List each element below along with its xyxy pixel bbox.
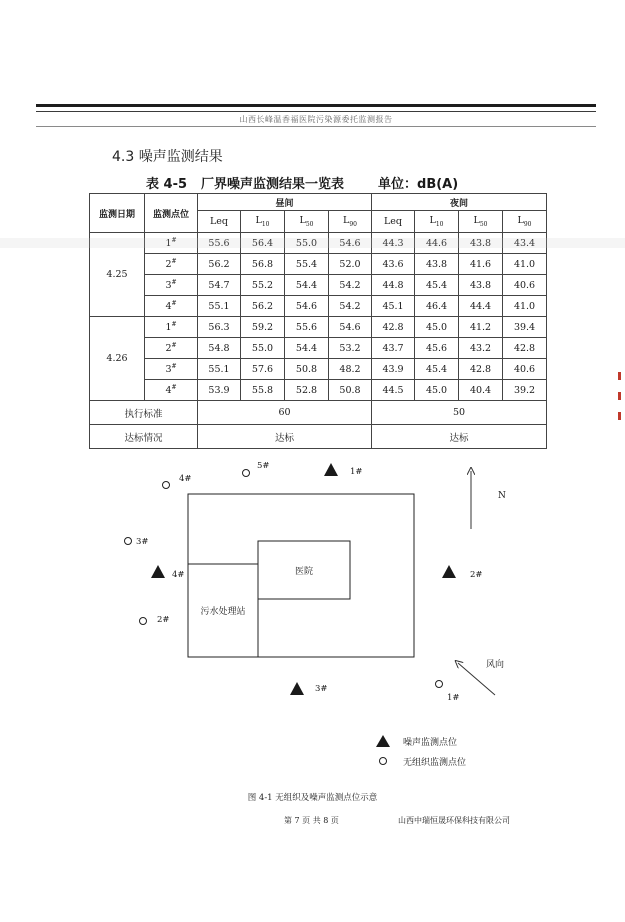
value-cell: 46.4: [415, 296, 459, 317]
noise-results-table: [89, 193, 547, 449]
value-cell: 40.4: [459, 380, 503, 401]
point-cell: 1#: [145, 317, 198, 338]
value-cell: 54.6: [285, 296, 329, 317]
value-cell: 41.2: [459, 317, 503, 338]
date-cell: 4.25: [90, 233, 145, 317]
value-cell: 44.4: [459, 296, 503, 317]
table-caption: [146, 173, 458, 192]
value-cell: 56.4: [241, 233, 285, 254]
svg-text:4#: 4#: [172, 570, 185, 580]
table-row: [90, 296, 547, 317]
legend-noise: [376, 735, 457, 748]
value-cell: 55.2: [241, 275, 285, 296]
page-number: 第 7 页 共 8 页: [284, 816, 339, 825]
value-cell: 50.8: [285, 359, 329, 380]
fugitive-point-3: [125, 537, 149, 547]
header-rule-under: [36, 126, 596, 127]
value-cell: 43.8: [459, 275, 503, 296]
compliance-row: [90, 425, 547, 449]
value-cell: 56.2: [241, 296, 285, 317]
edge-marks: [618, 372, 621, 432]
value-cell: 44.5: [372, 380, 415, 401]
svg-text:3#: 3#: [136, 537, 149, 547]
svg-text:无组织监测点位: 无组织监测点位: [403, 758, 467, 768]
point-cell: 2#: [145, 338, 198, 359]
value-cell: 42.8: [459, 359, 503, 380]
value-cell: 43.2: [459, 338, 503, 359]
noise-point-4: [151, 565, 185, 580]
col-group-day: 昼间: [198, 194, 372, 211]
standard-day: 60: [198, 401, 372, 425]
compliance-night: 达标: [372, 425, 547, 449]
value-cell: 43.6: [372, 254, 415, 275]
value-cell: 54.2: [329, 296, 372, 317]
table-unit: 单位：dB(A): [378, 177, 459, 192]
svg-text:3#: 3#: [315, 684, 328, 694]
value-cell: 54.6: [329, 233, 372, 254]
value-cell: 52.8: [285, 380, 329, 401]
point-cell: 2#: [145, 254, 198, 275]
standard-row: [90, 401, 547, 425]
col-header-point: 监测点位: [145, 194, 198, 233]
table-number: 表 4-5: [146, 177, 188, 192]
value-cell: 55.6: [285, 317, 329, 338]
svg-text:2#: 2#: [470, 570, 483, 580]
value-cell: 54.2: [329, 275, 372, 296]
table-title: 厂界噪声监测结果一览表: [201, 177, 345, 192]
value-cell: 55.8: [241, 380, 285, 401]
value-cell: 41.0: [503, 254, 547, 275]
compliance-day: 达标: [198, 425, 372, 449]
company-name: 山西中瑞恒晟环保科技有限公司: [398, 816, 510, 825]
svg-text:1#: 1#: [447, 693, 460, 703]
section-title: 4.3 噪声监测结果: [112, 149, 223, 165]
table-row: [90, 380, 547, 401]
value-cell: 43.8: [459, 233, 503, 254]
svg-text:噪声监测点位: 噪声监测点位: [403, 738, 458, 748]
value-cell: 39.2: [503, 380, 547, 401]
value-cell: 39.4: [503, 317, 547, 338]
value-cell: 40.6: [503, 359, 547, 380]
value-cell: 56.2: [198, 254, 241, 275]
value-cell: 55.6: [198, 233, 241, 254]
value-cell: 43.4: [503, 233, 547, 254]
value-cell: 54.6: [329, 317, 372, 338]
value-cell: 43.8: [415, 254, 459, 275]
value-cell: 41.6: [459, 254, 503, 275]
monitoring-site-diagram: [100, 455, 520, 775]
value-cell: 59.2: [241, 317, 285, 338]
fugitive-point-5: [243, 461, 270, 477]
value-cell: 55.0: [241, 338, 285, 359]
value-cell: 45.0: [415, 380, 459, 401]
value-cell: 42.8: [372, 317, 415, 338]
value-cell: 55.1: [198, 359, 241, 380]
standard-night: 50: [372, 401, 547, 425]
table-row: [90, 317, 547, 338]
col-night-l10: $L_{10}$: [415, 211, 459, 233]
value-cell: 45.6: [415, 338, 459, 359]
value-cell: 54.8: [198, 338, 241, 359]
svg-text:N: N: [498, 491, 506, 501]
svg-text:风向: 风向: [486, 660, 505, 670]
fugitive-point-2: [140, 615, 170, 625]
noise-point-1: [324, 463, 363, 477]
col-day-leq: Leq: [198, 211, 241, 233]
point-cell: 4#: [145, 380, 198, 401]
value-cell: 43.9: [372, 359, 415, 380]
wastewater-label: 污水处理站: [200, 607, 246, 617]
table-row: [90, 275, 547, 296]
noise-point-2: [442, 565, 483, 580]
value-cell: 56.8: [241, 254, 285, 275]
compliance-label: 达标情况: [90, 425, 198, 449]
svg-text:2#: 2#: [157, 615, 170, 625]
hospital-label: 医院: [294, 567, 314, 577]
fugitive-point-4: [163, 474, 192, 489]
value-cell: 40.6: [503, 275, 547, 296]
value-cell: 45.0: [415, 317, 459, 338]
table-row: [90, 338, 547, 359]
value-cell: 57.6: [241, 359, 285, 380]
svg-text:5#: 5#: [257, 461, 270, 471]
value-cell: 53.2: [329, 338, 372, 359]
point-cell: 1#: [145, 233, 198, 254]
noise-point-3: [290, 682, 328, 695]
report-header: 山西长峰温香福医院污染源委托监测报告: [239, 115, 393, 124]
fugitive-point-1: [436, 681, 460, 704]
figure-caption: 图 4-1 无组织及噪声监测点位示意: [247, 793, 378, 803]
value-cell: 56.3: [198, 317, 241, 338]
col-header-date: 监测日期: [90, 194, 145, 233]
value-cell: 50.8: [329, 380, 372, 401]
legend-fugitive: [380, 756, 467, 768]
col-night-l90: $L_{90}$: [503, 211, 547, 233]
table-row: [90, 359, 547, 380]
value-cell: 55.1: [198, 296, 241, 317]
table-row: [90, 254, 547, 275]
standard-label: 执行标准: [90, 401, 198, 425]
value-cell: 45.4: [415, 359, 459, 380]
value-cell: 41.0: [503, 296, 547, 317]
point-cell: 4#: [145, 296, 198, 317]
value-cell: 45.4: [415, 275, 459, 296]
value-cell: 54.7: [198, 275, 241, 296]
wind-direction-icon: [458, 658, 504, 695]
value-cell: 53.9: [198, 380, 241, 401]
value-cell: 52.0: [329, 254, 372, 275]
svg-text:1#: 1#: [350, 467, 363, 477]
value-cell: 48.2: [329, 359, 372, 380]
value-cell: 54.4: [285, 338, 329, 359]
col-day-l10: $L_{10}$: [241, 211, 285, 233]
col-night-l50: $L_{50}$: [459, 211, 503, 233]
north-arrow-icon: [471, 471, 506, 529]
value-cell: 54.4: [285, 275, 329, 296]
value-cell: 55.4: [285, 254, 329, 275]
col-night-leq: Leq: [372, 211, 415, 233]
header-rule-thin: [36, 111, 596, 112]
col-group-night: 夜间: [372, 194, 547, 211]
value-cell: 43.7: [372, 338, 415, 359]
table-row: [90, 233, 547, 254]
svg-text:4#: 4#: [179, 474, 192, 484]
value-cell: 44.3: [372, 233, 415, 254]
point-cell: 3#: [145, 275, 198, 296]
value-cell: 42.8: [503, 338, 547, 359]
header-rule-thick: [36, 104, 596, 107]
date-cell: 4.26: [90, 317, 145, 401]
value-cell: 55.0: [285, 233, 329, 254]
value-cell: 44.8: [372, 275, 415, 296]
point-cell: 3#: [145, 359, 198, 380]
col-day-l90: $L_{90}$: [329, 211, 372, 233]
col-day-l50: $L_{50}$: [285, 211, 329, 233]
value-cell: 44.6: [415, 233, 459, 254]
table-header-row: [90, 194, 547, 211]
value-cell: 45.1: [372, 296, 415, 317]
